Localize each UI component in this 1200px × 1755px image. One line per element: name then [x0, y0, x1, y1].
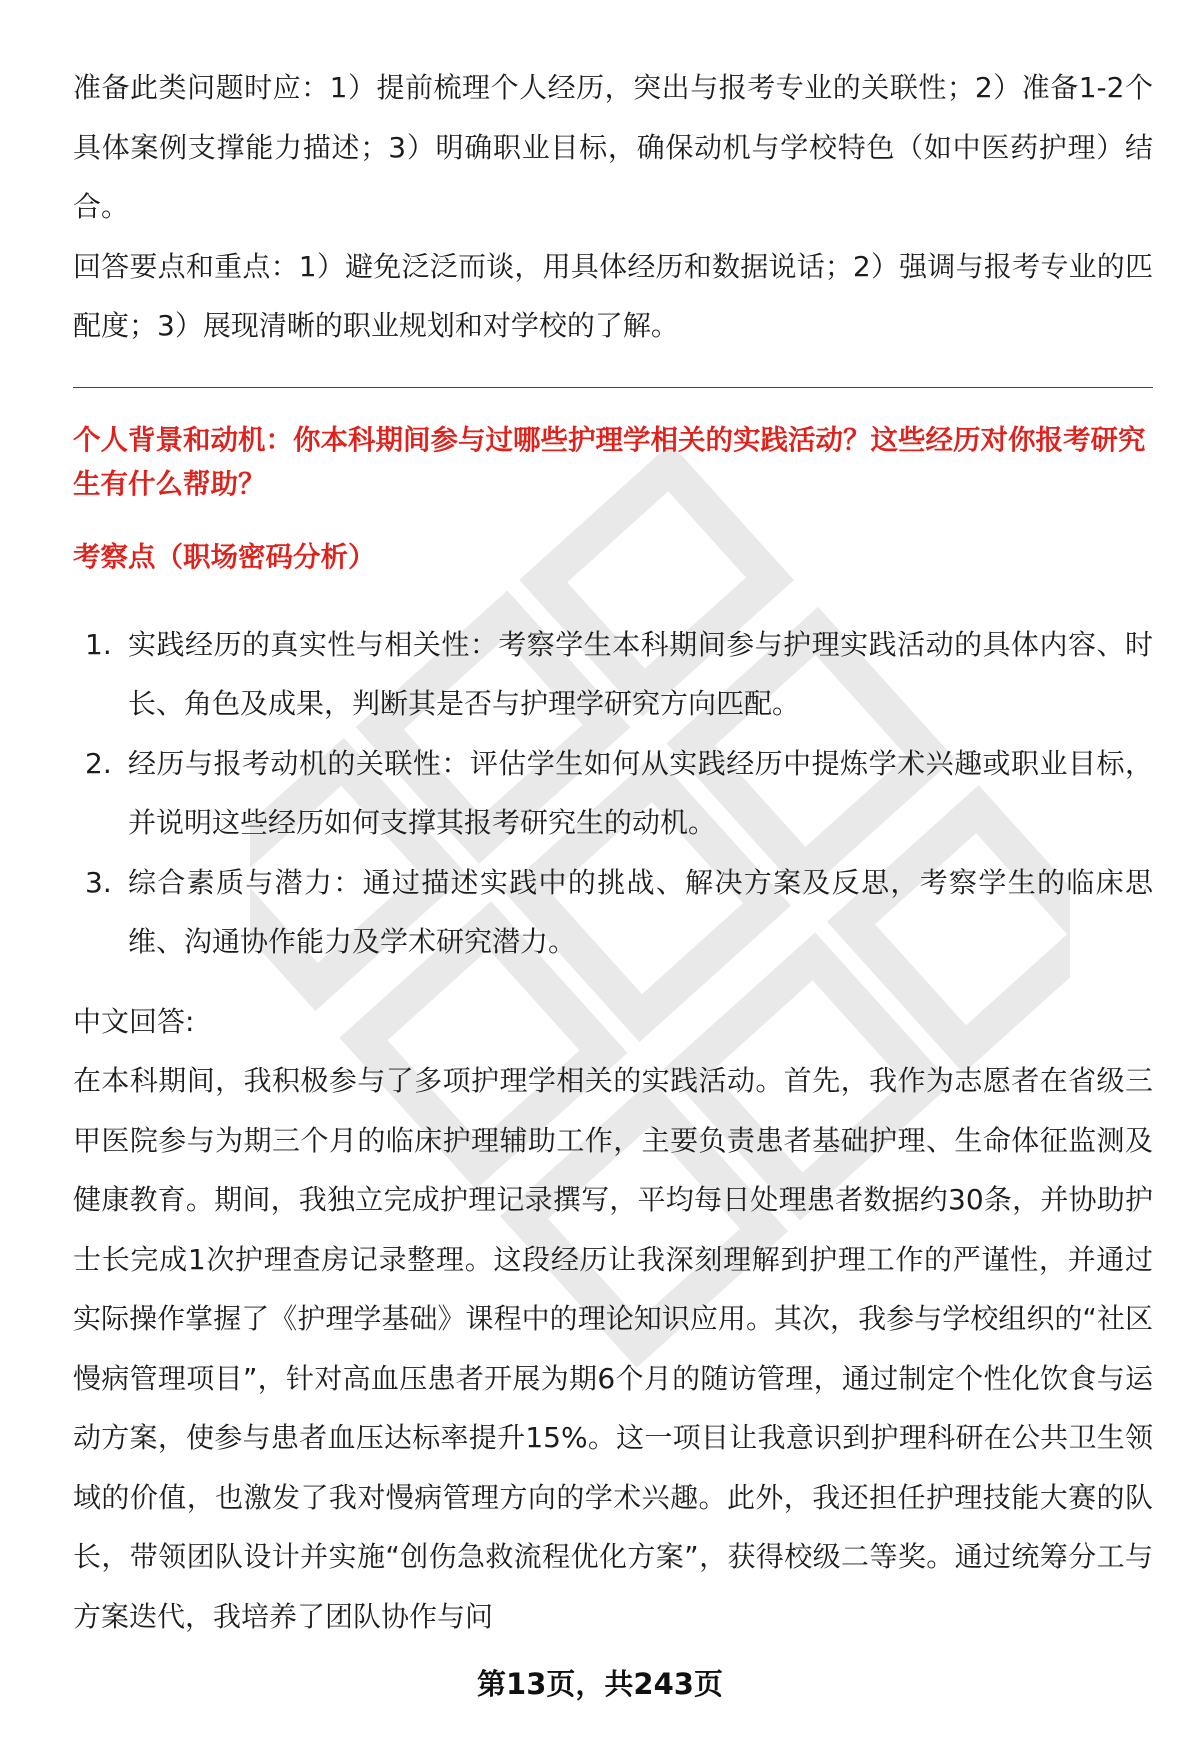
list-item — [73, 734, 1153, 853]
list-item — [73, 853, 1153, 972]
list-item-text: 经历与报考动机的关联性：评估学生如何从实践经历中提炼学术兴趣或职业目标，并说明这些经历如何支撑其报考研究生的动机。 — [128, 746, 1153, 839]
list-item-number: 2. — [85, 746, 112, 780]
answer-paragraph: 在本科期间，我积极参与了多项护理学相关的实践活动。首先，我作为志愿者在省级三甲医院参与为期三个月的临床护理辅助工作，主要负责患者基础护理、生命体征监测及健康教育。期间，我独立完成护理记录撰写，平均每日处理患者数据约30条，并协助护士长完成1次护理查房记录整理。这段经历让我深刻理解到护理工作的严谨性，并通过实际操作掌握了《护理学基础》课程中的理论知识应用。其次，我参与学校组织的“社区慢病管理项目”，针对高血压患者开展为期6个月的随访管理，通过制定个性化饮食与运动方案，使参与患者血压达标率提升15%。这一项目让我意识到护理科研在公共卫生领域的价值，也激发了我对慢病管理方向的学术兴趣。此外，我还担任护理技能大赛的队长，带领团队设计并实施“创伤急救流程优化方案”，获得校级二等奖。通过统筹分工与方案迭代，我培养了团队协作与问 — [73, 1064, 1153, 1633]
list-item — [73, 615, 1153, 734]
list-item-text: 综合素质与潜力：通过描述实践中的挑战、解决方案及反思，考察学生的临床思维、沟通协作能力及学术研究潜力。 — [128, 865, 1153, 958]
list-item-number: 1. — [85, 627, 112, 661]
section-divider — [73, 387, 1153, 388]
page-number: 第13页，共243页 — [477, 1667, 723, 1701]
assessment-heading: 考察点（职场密码分析） — [73, 540, 376, 573]
page-content — [73, 58, 1153, 1646]
prep-paragraph: 准备此类问题时应：1）提前梳理个人经历，突出与报考专业的关联性；2）准备1-2个具体案例支撑能力描述；3）明确职业目标，确保动机与学校特色（如中医药护理）结合。 — [73, 71, 1153, 223]
key-points-paragraph: 回答要点和重点：1）避免泛泛而谈，用具体经历和数据说话；2）强调与报考专业的匹配度；3）展现清晰的职业规划和对学校的了解。 — [73, 249, 1153, 342]
list-item-number: 3. — [85, 865, 112, 899]
assessment-list — [73, 615, 1153, 972]
list-item-text: 实践经历的真实性与相关性：考察学生本科期间参与护理实践活动的具体内容、时长、角色及成果，判断其是否与护理学研究方向匹配。 — [128, 627, 1153, 720]
answer-label: 中文回答: — [73, 1004, 195, 1038]
question-title: 个人背景和动机：你本科期间参与过哪些护理学相关的实践活动？这些经历对你报考研究生有什么帮助？ — [73, 423, 1146, 500]
